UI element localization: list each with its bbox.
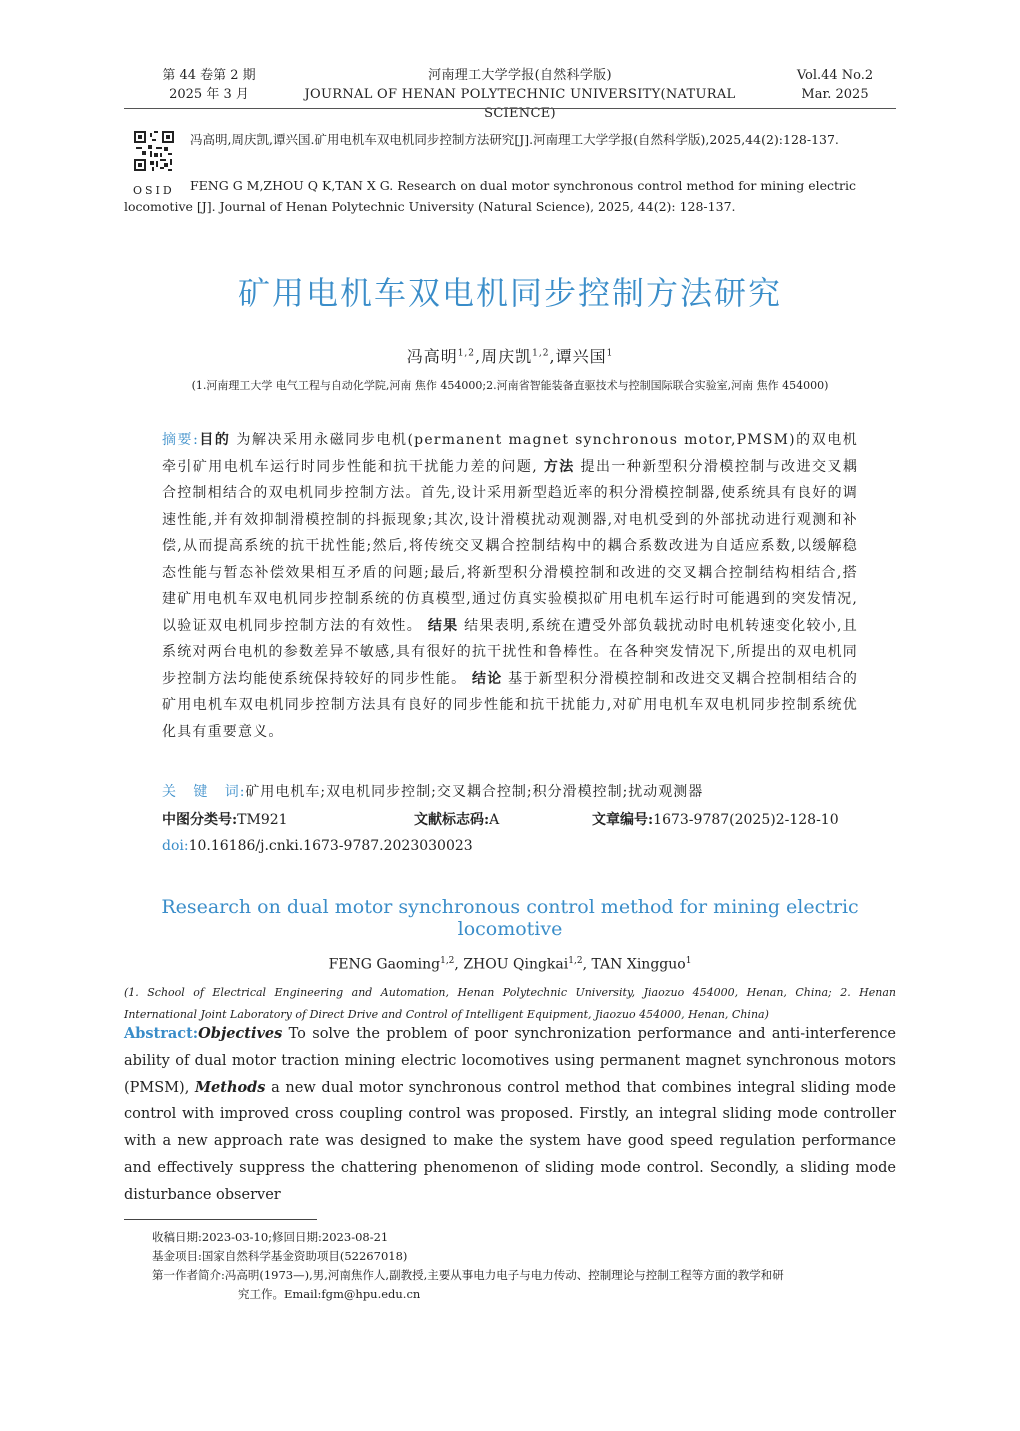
affiliation-cn: (1.河南理工大学 电气工程与自动化学院,河南 焦作 454000;2.河南省智能装备直驱技术与控制国际联合实验室,河南 焦作 454000)	[191, 379, 829, 392]
issue-info-en	[770, 66, 900, 104]
author-affil-sup: 1	[685, 956, 692, 966]
article-no-value: 1673-9787(2025)2-128-10	[653, 812, 839, 828]
results-text: 结果表明,系统在遭受外部负载扰动时电机转速变化较小,且系统对两台电机的参数差异不敏感,具有很好的抗干扰性和鲁棒性。在各种突发情况下,所提出的双电机同步控制方法均能使系统保持较好的同步性能。	[162, 617, 859, 687]
doi-line	[162, 834, 862, 858]
fund-info: 基金项目:国家自然科学基金资助项目(52267018)	[152, 1249, 408, 1263]
journal-name	[270, 66, 770, 123]
abstract-en-label: Abstract:	[124, 1025, 199, 1042]
doc-code-value: A	[489, 812, 500, 828]
author-affil-sup: 1	[606, 348, 614, 359]
issue-date: 2025 年 3 月	[169, 87, 249, 102]
keywords-cn	[162, 780, 858, 804]
author-name: 谭兴国	[555, 347, 607, 366]
journal-name-cn: 河南理工大学学报(自然科学版)	[428, 68, 612, 83]
article-no-label: 文章编号:	[592, 812, 654, 828]
methods-label: 方法	[543, 458, 575, 475]
citation-en: FENG G M,ZHOU Q K,TAN X G. Research on dual motor synchronous control method for mining electric locomotive [J]. Journal of Henan Polytechnic University (Natural Science), 2025, 44(2): 128-137.	[124, 178, 857, 214]
methods-text-en: a new dual motor synchronous control method that combines integral sliding mode control with improved cross coupling control was proposed. Firstly, an integral sliding mode controller with a new approach rate was designed to make the system have good speed regulation performance and effectively suppress the chattering phenomenon of sliding mode control. Secondly, a sliding mode disturbance observer	[124, 1079, 896, 1203]
methods-label-en: Methods	[194, 1078, 266, 1096]
journal-name-en: JOURNAL OF HENAN POLYTECHNIC UNIVERSITY(NATURAL SCIENCE)	[304, 87, 736, 121]
abstract-cn	[162, 427, 858, 745]
author-bio: 第一作者简介:冯高明(1973—),男,河南焦作人,副教授,主要从事电力电子与电力传动、控制理论与控制工程等方面的教学和研	[152, 1268, 784, 1282]
header-divider	[124, 108, 896, 109]
author-bio-cont: 究工作。Email:fgm@hpu.edu.cn	[238, 1287, 421, 1301]
page-title: 矿用电机车双电机同步控制方法研究	[237, 274, 782, 312]
author-affil-sup: 1,2	[457, 348, 476, 359]
citation-cn: 冯高明,周庆凯,谭兴国.矿用电机车双电机同步控制方法研究[J].河南理工大学学报(自然科学版),2025,44(2):128-137.	[190, 132, 839, 147]
author-name-en: ZHOU Qingkai	[463, 956, 569, 973]
keywords-text: 矿用电机车;双电机同步控制;交叉耦合控制;积分滑模控制;扰动观测器	[245, 784, 704, 800]
author-name-en: FENG Gaoming	[328, 956, 441, 973]
authors-en: FENG Gaoming$^{1,2}$, ZHOU Qingkai$^{1,2}$, TAN Xingguo$^1$	[328, 956, 692, 973]
footnote-divider	[124, 1219, 317, 1220]
author-name: 冯高明	[406, 347, 458, 366]
doi-label: doi:	[162, 838, 189, 854]
abstract-en	[124, 1021, 896, 1209]
author-affil-sup: 1,2	[440, 956, 455, 966]
methods-text: 提出一种新型积分滑模控制与改进交叉耦合控制相结合的双电机同步控制方法。首先,设计采用新型趋近率的积分滑模控制器,使系统具有良好的调速性能,并有效抑制滑模控制的抖振现象;其次,设计滑模扰动观测器,对电机受到的外部扰动进行观测和补偿,从而提高系统的抗干扰性能;然后,将传统交叉耦合控制结构中的耦合系数改进为自适应系数,以缓解稳态性能与暂态补偿效果相互矛盾的问题;最后,将新型积分滑模控制和改进的交叉耦合控制结构相结合,搭建矿用电机车双电机同步控制系统的仿真模型,通过仿真实验模拟矿用电机车运行时可能遇到的突发情况,以验证双电机同步控制方法的有效性。	[162, 458, 859, 634]
qr-code-icon[interactable]	[134, 131, 174, 171]
volume-issue: 第 44 卷第 2 期	[162, 68, 256, 83]
doi-value[interactable]: 10.16186/j.cnki.1673-9787.2023030023	[188, 838, 473, 854]
authors-cn: 冯高明$^{1,2}$,周庆凯$^{1,2}$,谭兴国$^1$	[406, 347, 614, 366]
objectives-text-en: To solve the problem of poor synchronization performance and anti-interference ability of dual motor traction mining electric locomotives using permanent magnet synchronous motors (PMSM),	[124, 1026, 896, 1096]
conclusion-label: 结论	[471, 670, 503, 687]
clc-value: TM921	[237, 812, 288, 828]
osid-label: OSID	[133, 184, 175, 197]
issue-info	[144, 66, 274, 104]
issue-date-en: Mar. 2025	[801, 87, 869, 102]
keywords-label: 关 键 词:	[162, 784, 246, 800]
clc-label: 中图分类号:	[162, 812, 238, 828]
author-affil-sup: 1,2	[568, 956, 583, 966]
abstract-label: 摘要:	[162, 432, 200, 448]
received-date: 收稿日期:2023-03-10;修回日期:2023-08-21	[152, 1230, 389, 1244]
author-name: 周庆凯	[481, 347, 533, 366]
author-name-en: TAN Xingguo	[591, 956, 686, 973]
affiliation-en: (1. School of Electrical Engineering and Automation, Henan Polytechnic University, Jiaozuo 454000, Henan, China; 2. Henan International Joint Laboratory of Direct Drive and Control of Intelligent Equipment, Jiaozuo 454000, Henan, China)	[124, 986, 896, 1021]
conclusion-text: 基于新型积分滑模控制和改进交叉耦合控制相结合的矿用电机车双电机同步控制方法具有良好的同步性能和抗干扰能力,对矿用电机车双电机同步控制系统优化具有重要意义。	[162, 670, 859, 740]
title-en: Research on dual motor synchronous control method for mining electric locomotive	[161, 896, 859, 940]
volume-issue-en: Vol.44 No.2	[796, 68, 874, 83]
objective-text: 为解决采用永磁同步电机(permanent magnet synchronous motor,PMSM)的双电机牵引矿用电机车运行时同步性能和抗干扰能力差的问题,	[162, 432, 858, 475]
doc-code-label: 文献标志码:	[414, 812, 490, 828]
results-label: 结果	[427, 617, 459, 634]
objective-label: 目的	[199, 432, 231, 448]
objectives-label-en: Objectives	[198, 1025, 283, 1042]
author-affil-sup: 1,2	[532, 348, 550, 359]
